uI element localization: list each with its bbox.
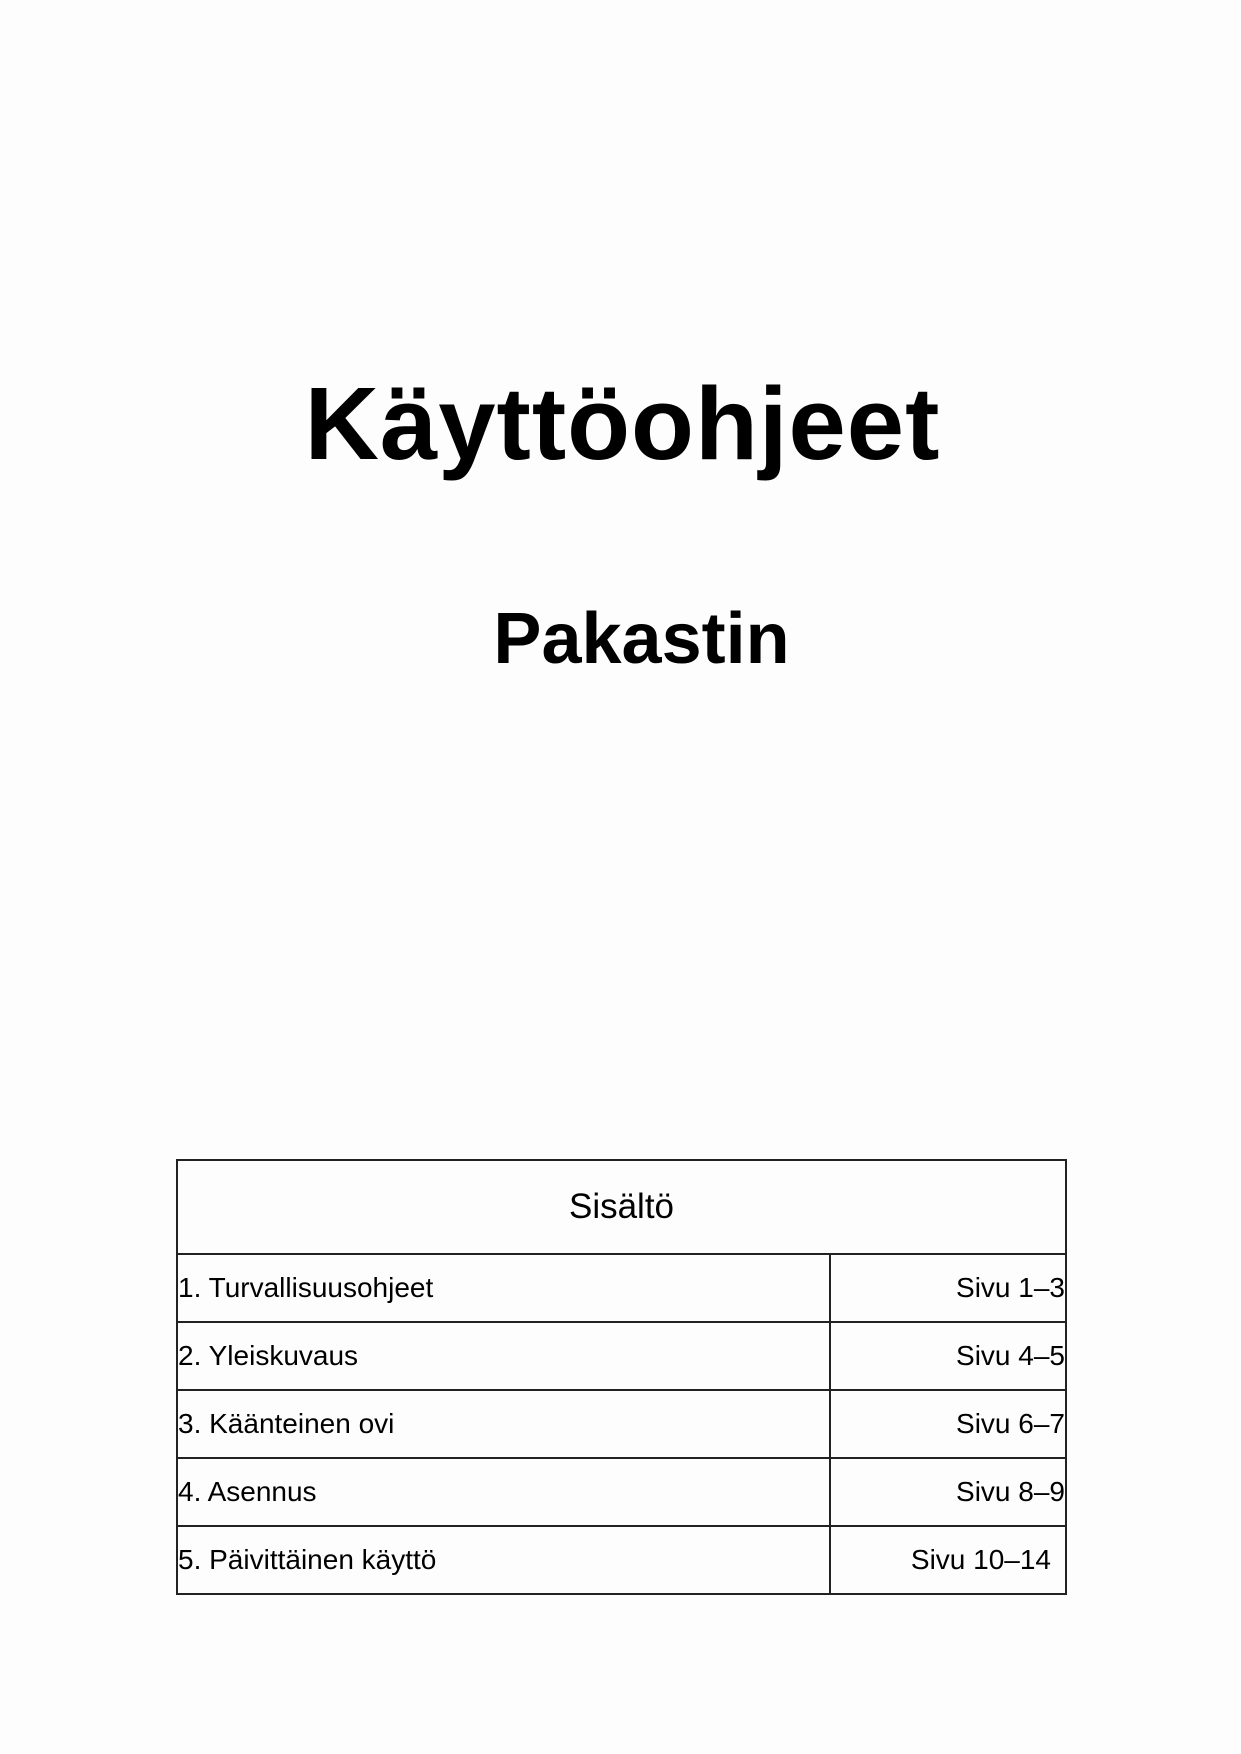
toc-entry: 2. Yleiskuvaus [177, 1322, 830, 1390]
toc-pages: Sivu 4–5 [830, 1322, 1066, 1390]
toc-heading: Sisältö [177, 1160, 1066, 1254]
toc-pages: Sivu 8–9 [830, 1458, 1066, 1526]
toc-header-row [177, 1160, 1066, 1254]
toc-entry: 3. Käänteinen ovi [177, 1390, 830, 1458]
document-title: Käyttöohjeet [304, 366, 941, 481]
toc-pages: Sivu 10–14 [830, 1526, 1066, 1594]
toc-entry: 4. Asennus [177, 1458, 830, 1526]
toc-pages: Sivu 6–7 [830, 1390, 1066, 1458]
toc-entry: 5. Päivittäinen käyttö [177, 1526, 830, 1594]
table-row [177, 1254, 1066, 1322]
toc-pages: Sivu 1–3 [830, 1254, 1066, 1322]
table-of-contents [176, 1159, 1067, 1595]
table-row [177, 1526, 1066, 1594]
toc-entry: 1. Turvallisuusohjeet [177, 1254, 830, 1322]
table-row [177, 1458, 1066, 1526]
document-subtitle: Pakastin [493, 599, 790, 679]
table-row [177, 1322, 1066, 1390]
table-row [177, 1390, 1066, 1458]
